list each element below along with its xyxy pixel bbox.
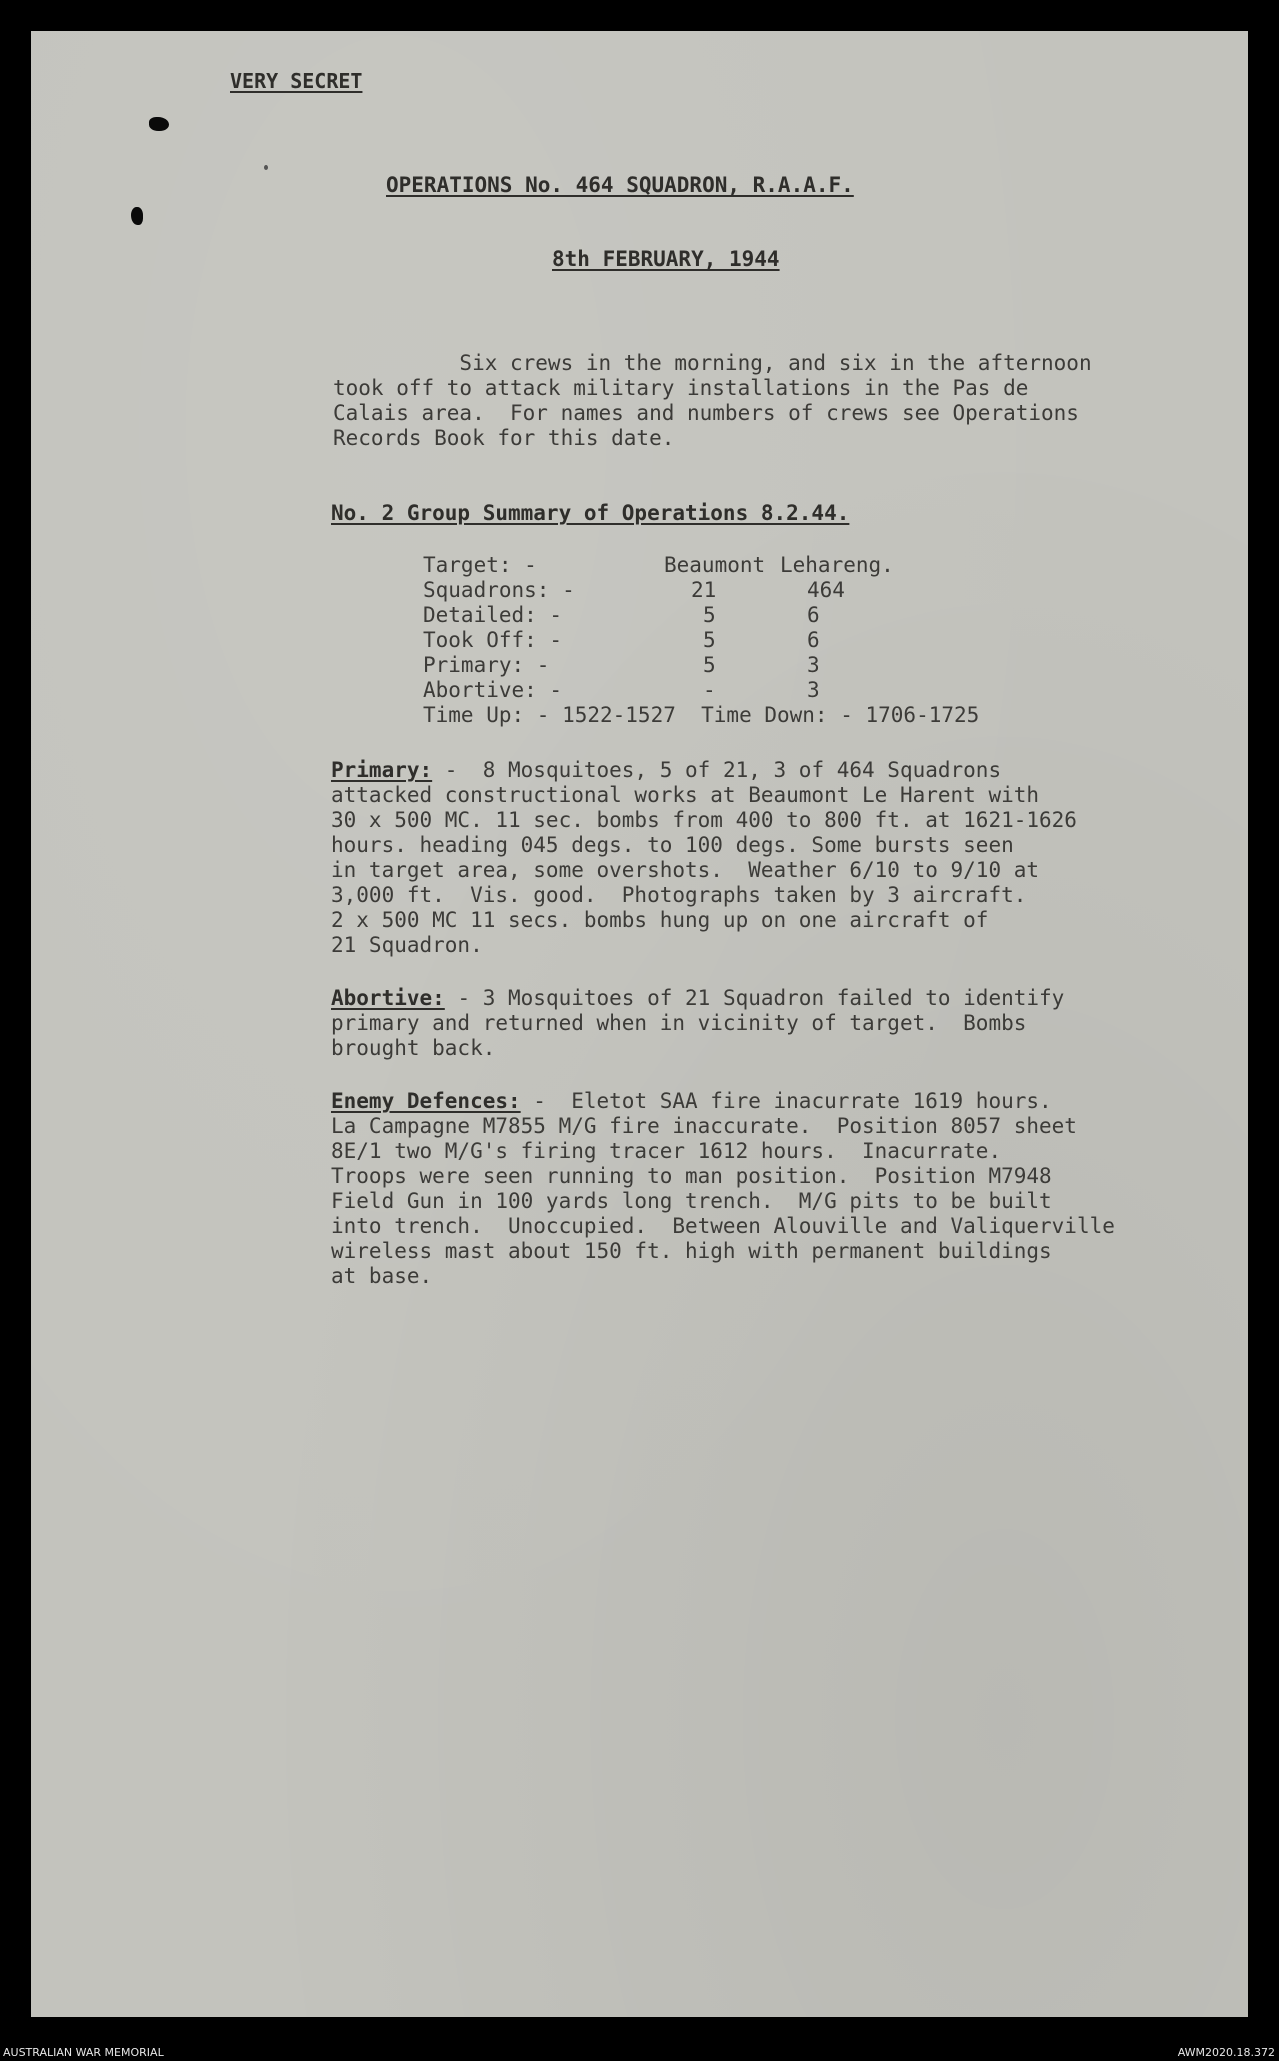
enemy-defences-line: - Eletot SAA fire inacurrate 1619 hours. [520,1089,1052,1113]
punch-hole-bottom [131,207,143,225]
enemy-defences-line: at base. [331,1264,433,1288]
intro-line: Records Book for this date. [333,426,675,450]
document-date: 8th FEBRUARY, 1944 [552,247,780,271]
summary-header-col1: Beaumont [664,553,766,577]
enemy-defences-label: Enemy Defences: [331,1089,521,1113]
abortive-first-line [331,986,1064,1011]
enemy-defences-line: 8E/1 two M/G's firing tracer 1612 hours. Inacurrate. [331,1139,1002,1163]
primary-line: 21 Squadron. [331,933,483,957]
primary-line: in target area, some overshots. Weather 6/10 to 9/10 at [331,858,1040,882]
primary-line: 3,000 ft. Vis. good. Photographs taken by 3 aircraft. [331,883,1027,907]
summary-row-col1: 5 [703,653,716,677]
abortive-label: Abortive: [331,986,445,1010]
document-page [31,31,1248,2017]
intro-line: Six crews in the morning, and six in the afternoon [333,351,1092,375]
abortive-line: - 3 Mosquitoes of 21 Squadron failed to identify [444,986,1065,1010]
enemy-defences-line: Troops were seen running to man position. Position M7948 [331,1164,1052,1188]
summary-row-col1: 5 [703,603,716,627]
ink-speck [264,165,268,170]
primary-line: - 8 Mosquitoes, 5 of 21, 3 of 464 Squadrons [432,758,1002,782]
enemy-defences-first-line [331,1089,1052,1114]
footer-source: AUSTRALIAN WAR MEMORIAL [3,2046,164,2059]
classification-label: VERY SECRET [230,69,363,93]
enemy-defences-line: Field Gun in 100 yards long trench. M/G pits to be built [331,1189,1052,1213]
footer-accession: AWM2020.18.372 [1177,2046,1275,2059]
document-title: OPERATIONS No. 464 SQUADRON, R.A.A.F. [386,173,854,197]
summary-time-line: Time Up: - 1522-1527 Time Down: - 1706-1725 [423,703,980,727]
primary-first-line [331,758,1001,783]
summary-row-col2: 3 [807,653,820,677]
enemy-defences-line: into trench. Unoccupied. Between Alouville and Valiquerville [331,1214,1115,1238]
summary-row-col2: 6 [807,628,820,652]
enemy-defences-line: wireless mast about 150 ft. high with permanent buildings [331,1239,1052,1263]
summary-header-col2: Lehareng. [780,553,894,577]
summary-row-col1: 21 [691,578,717,602]
summary-heading: No. 2 Group Summary of Operations 8.2.44. [331,501,850,525]
summary-row-label: Detailed: - [423,603,563,627]
summary-row-col2: 6 [807,603,820,627]
summary-row-col2: 464 [807,578,845,602]
summary-row-label: Squadrons: - [423,578,575,602]
summary-header-label: Target: - [423,553,537,577]
summary-row-col1: - [703,678,716,702]
abortive-line: primary and returned when in vicinity of target. Bombs [331,1011,1027,1035]
summary-row-label: Primary: - [423,653,550,677]
summary-row-label: Took Off: - [423,628,563,652]
summary-row-col2: 3 [807,678,820,702]
primary-line: attacked constructional works at Beaumont Le Harent with [331,783,1040,807]
intro-line: Calais area. For names and numbers of crews see Operations [333,401,1079,425]
summary-row-label: Abortive: - [423,678,563,702]
enemy-defences-line: La Campagne M7855 M/G fire inaccurate. Position 8057 sheet [331,1114,1077,1138]
primary-label: Primary: [331,758,433,782]
primary-line: hours. heading 045 degs. to 100 degs. Some bursts seen [331,833,1014,857]
punch-hole-top [149,117,169,131]
primary-line: 30 x 500 MC. 11 sec. bombs from 400 to 800 ft. at 1621-1626 [331,808,1077,832]
intro-line: took off to attack military installations in the Pas de [333,376,1029,400]
summary-row-col1: 5 [703,628,716,652]
abortive-line: brought back. [331,1036,496,1060]
primary-line: 2 x 500 MC 11 secs. bombs hung up on one aircraft of [331,908,989,932]
